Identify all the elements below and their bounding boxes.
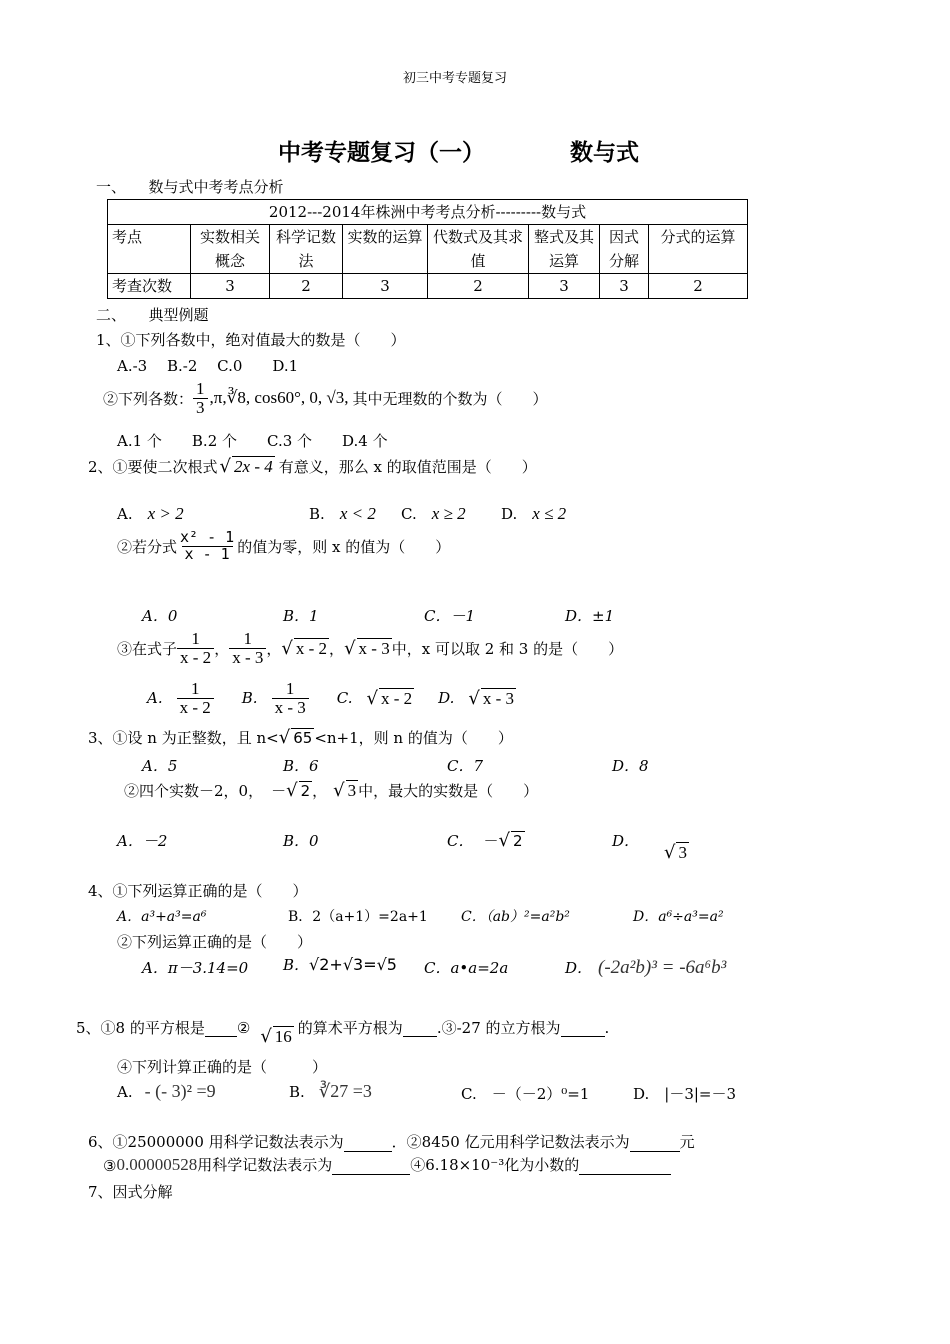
question-2c: ③在式子 $\frac{1}{x - 2}$ ， $\frac{1}{x - 3}$ ， √ x - 2 ， √ x - 3 中，x 可以取 2 和 3 的是（ ） xyxy=(117,629,624,667)
question-3a-option: B．6 xyxy=(283,757,319,775)
table-header-cell: 代数式及其求值 xyxy=(428,225,529,274)
question-5a-prefix: 5、①8 的平方根是 xyxy=(76,1019,205,1037)
question-3b-prefix: ②四个实数－2，0， xyxy=(124,782,264,800)
fraction-numerator: 1 xyxy=(285,679,295,698)
question-5a: 5、①8 的平方根是 ② √ 16 的算术平方根为 . ③-27 的立方根为 . xyxy=(76,1018,610,1047)
exam-stats-table xyxy=(107,199,748,299)
question-5a-mid3: ③-27 的立方根为 xyxy=(441,1019,561,1037)
radicand: 2 xyxy=(300,782,311,800)
answer-blank[interactable] xyxy=(332,1156,410,1175)
table-caption: 2012---2014年株洲中考考点分析---------数与式 xyxy=(108,200,748,225)
fraction-expression xyxy=(177,630,214,667)
answer-blank[interactable] xyxy=(579,1156,671,1175)
table-header-cell: 实数的运算 xyxy=(343,225,428,274)
question-2b-prefix: ②若分式 xyxy=(117,537,178,556)
option-letter: A. xyxy=(117,505,133,523)
minus-sign: － xyxy=(483,832,499,850)
radicand: x - 2 xyxy=(380,688,413,708)
question-3a-option: D．8 xyxy=(612,757,649,775)
fraction-denominator: x - 2 xyxy=(177,648,214,667)
question-7: 7、因式分解 xyxy=(88,1183,173,1201)
sqrt-icon: √ xyxy=(219,456,232,477)
answer-blank[interactable] xyxy=(403,1018,437,1037)
question-6b: ．②8450 亿元用科学记数法表示为 xyxy=(391,1133,630,1151)
table-cell: 3 xyxy=(343,274,428,299)
question-2b-option: B．1 xyxy=(283,607,319,625)
section-heading-analysis: 一、 数与式中考考点分析 xyxy=(96,178,284,196)
table-header-cell: 实数相关概念 xyxy=(191,225,270,274)
question-2b-suffix: 的值为零，则 x 的值为（ ） xyxy=(237,537,451,556)
question-5b-option-c: C. －（－2）⁰=1 xyxy=(461,1085,590,1103)
question-3a-suffix: <n+1，则 n 的值为（ ） xyxy=(314,729,513,747)
option-letter: B. xyxy=(309,505,325,523)
question-5b-option-a xyxy=(117,1081,216,1102)
question-3a-option: C．7 xyxy=(447,757,484,775)
page-header: 初三中考专题复习 xyxy=(403,71,508,86)
question-4b-option-c: C．a•a=2a xyxy=(424,959,509,977)
question-3b-option: A．－2 xyxy=(117,832,168,850)
option-letter: B. xyxy=(241,689,258,708)
option-math: √2+√3=√5 xyxy=(309,955,397,974)
question-3a-prefix: 3、①设 n 为正整数，且 n< xyxy=(88,729,279,747)
sqrt-icon: √ xyxy=(366,687,378,709)
question-1b-numbers: ,π,∛8, cos60°, 0, √3, xyxy=(209,388,349,408)
answer-blank[interactable] xyxy=(630,1133,680,1152)
option-letter: C． xyxy=(447,832,474,850)
sqrt-icon: √ xyxy=(286,780,298,801)
page-title: 中考专题复习（一） xyxy=(278,140,485,166)
question-2b-option: D．±1 xyxy=(565,607,615,625)
table-cell: 3 xyxy=(600,274,649,299)
question-2a xyxy=(88,456,537,477)
question-2c-suffix: 中，x 可以取 2 和 3 的是（ ） xyxy=(391,639,624,658)
question-6b-unit: 元 xyxy=(679,1133,695,1151)
question-1a: 1、①下列各数中，绝对值最大的数是（ ） xyxy=(96,331,406,349)
sqrt-icon: √ xyxy=(281,637,293,659)
radicand: x - 3 xyxy=(482,688,515,708)
fraction-expression xyxy=(229,630,266,667)
radicand: 2 xyxy=(512,832,523,850)
fraction-one-third: $\frac{1}{3}$ xyxy=(193,380,208,417)
question-5a-mid2: 的算术平方根为 xyxy=(297,1019,403,1037)
fraction-denominator: x - 3 xyxy=(229,648,266,667)
question-1b-suffix: 其中无理数的个数为（ ） xyxy=(352,389,548,408)
option-math: ∛27 =3 xyxy=(318,1081,372,1101)
question-2a-option-b xyxy=(309,503,376,524)
question-6-line2 xyxy=(103,1154,671,1175)
question-6c-number: 0.00000528 xyxy=(116,1155,198,1174)
option-math: x ≥ 2 xyxy=(431,504,466,523)
sqrt-icon: √ xyxy=(278,727,291,748)
question-4a: 4、①下列运算正确的是（ ） xyxy=(88,882,308,900)
question-1b-prefix: ②下列各数： xyxy=(103,389,194,408)
fraction-numerator: 1 xyxy=(191,629,200,648)
option-math: x ≤ 2 xyxy=(532,504,567,523)
fraction-denominator: x - 1 xyxy=(182,546,233,563)
sqrt-icon: √ xyxy=(468,687,480,709)
question-4a-option: D．a⁶÷a³=a² xyxy=(633,909,724,925)
table-cell: 3 xyxy=(191,274,270,299)
fraction-expression xyxy=(177,530,237,563)
option-letter: B． xyxy=(283,956,310,974)
question-4b: ②下列运算正确的是（ ） xyxy=(117,933,313,951)
option-math: x < 2 xyxy=(339,504,376,523)
option-letter: C. xyxy=(336,689,353,708)
question-2a-option-a xyxy=(117,503,184,524)
question-4b-option-d xyxy=(565,957,726,979)
radicand: 16 xyxy=(274,1027,292,1046)
question-6c-marker: ③ xyxy=(103,1157,117,1175)
table-cell: 2 xyxy=(270,274,343,299)
table-header-row xyxy=(108,225,748,274)
fraction-denominator: x - 3 xyxy=(272,698,309,717)
option-letter: B. xyxy=(289,1083,305,1101)
table-header-cell: 整式及其运算 xyxy=(529,225,600,274)
table-header-cell: 因式分解 xyxy=(600,225,649,274)
question-5b: ④下列计算正确的是（ ） xyxy=(117,1058,328,1076)
table-cell: 3 xyxy=(529,274,600,299)
table-cell: 2 xyxy=(428,274,529,299)
question-4b-option-b xyxy=(283,954,397,975)
question-3b-suffix: 中，最大的实数是（ ） xyxy=(358,782,539,800)
option-math: - (- 3)² =9 xyxy=(144,1081,216,1101)
question-4b-option-a: A．π－3.14=0 xyxy=(142,959,249,977)
option-math: x > 2 xyxy=(147,504,184,523)
fraction-numerator: 1 xyxy=(243,629,253,648)
question-3a-option: A．5 xyxy=(142,757,178,775)
sqrt-icon: √ xyxy=(498,830,510,851)
option-letter: C. xyxy=(401,505,417,523)
question-1a-options: A.-3 B.-2 C.0 D.1 xyxy=(117,357,299,375)
radicand: x - 2 xyxy=(295,638,328,658)
option-math: (-2a²b)³ = -6a⁶b³ xyxy=(598,957,727,978)
question-2b xyxy=(117,530,450,563)
option-letter: D． xyxy=(565,959,593,977)
sqrt-icon: √ xyxy=(664,842,676,863)
table-header-cell: 科学记数法 xyxy=(270,225,343,274)
question-2b-option: A．0 xyxy=(142,607,178,625)
question-3b-option-c xyxy=(447,830,525,851)
radicand: 3 xyxy=(347,781,357,800)
sqrt-icon: √ xyxy=(260,1026,272,1047)
question-3b-option-d-letter: D． xyxy=(612,832,640,850)
option-letter: D. xyxy=(501,505,518,523)
question-6c: 用科学记数法表示为 xyxy=(197,1156,333,1174)
option-letter: A. xyxy=(147,689,163,708)
sqrt-icon: √ xyxy=(333,780,345,801)
table-row-label: 考查次数 xyxy=(108,274,191,299)
fraction-numerator: 1 xyxy=(190,679,200,698)
fraction-denominator: x - 2 xyxy=(177,698,214,717)
question-3a xyxy=(88,727,513,748)
sqrt-icon: √ xyxy=(344,637,356,659)
section-heading-examples: 二、 典型例题 xyxy=(96,306,209,324)
option-letter: A. xyxy=(117,1083,133,1101)
fraction-numerator: x² - 1 xyxy=(180,528,235,546)
question-1b xyxy=(103,380,548,417)
question-5b-option-b xyxy=(289,1081,372,1102)
question-2a-option-d xyxy=(501,503,566,524)
question-2a-suffix: 有意义，那么 x 的取值范围是（ ） xyxy=(278,458,537,476)
question-3b: ②四个实数－2，0， － √ 2 ， √ 3 中，最大的实数是（ ） xyxy=(124,780,539,801)
question-3b-option: B．0 xyxy=(283,832,319,850)
answer-blank[interactable] xyxy=(561,1018,605,1037)
radicand: 65 xyxy=(293,729,313,747)
question-2a-option-c xyxy=(401,503,466,524)
question-4a-option: B．2（a+1）=2a+1 xyxy=(288,909,428,925)
question-5a-mid: ② xyxy=(236,1018,251,1037)
table-header-cell: 分式的运算 xyxy=(649,225,748,274)
question-2c-prefix: ③在式子 xyxy=(117,639,178,658)
page-title-topic: 数与式 xyxy=(570,140,639,166)
question-5b-option-d: D. |－3|=－3 xyxy=(633,1085,737,1103)
table-cell: 2 xyxy=(649,274,748,299)
table-header-cell: 考点 xyxy=(108,225,191,274)
answer-blank[interactable] xyxy=(344,1133,392,1152)
question-2b-option: C．－1 xyxy=(424,607,476,625)
question-1b-options: A.1 个 B.2 个 C.3 个 D.4 个 xyxy=(117,432,388,450)
table-row xyxy=(108,274,748,299)
question-6-line1 xyxy=(88,1131,695,1152)
answer-blank[interactable] xyxy=(205,1018,237,1037)
question-6d: ④6.18×10⁻³化为小数的 xyxy=(410,1156,580,1174)
fraction-expression xyxy=(177,680,214,717)
question-2a-prefix: 2、①要使二次根式 xyxy=(88,458,218,476)
question-3b-option-d-value xyxy=(664,842,689,863)
radicand: 2x - 4 xyxy=(234,457,273,476)
question-2c-options xyxy=(147,680,516,717)
question-6a: 6、①25000000 用科学记数法表示为 xyxy=(88,1133,344,1151)
fraction-expression xyxy=(272,680,309,717)
radicand: 3 xyxy=(678,843,687,862)
radicand: x - 3 xyxy=(358,638,390,658)
question-4a-option: A．a³+a³=a⁶ xyxy=(117,909,207,925)
option-letter: D. xyxy=(438,689,455,708)
question-4a-option: C．（ab）²=a²b² xyxy=(461,909,570,925)
minus-sign: － xyxy=(271,782,287,800)
